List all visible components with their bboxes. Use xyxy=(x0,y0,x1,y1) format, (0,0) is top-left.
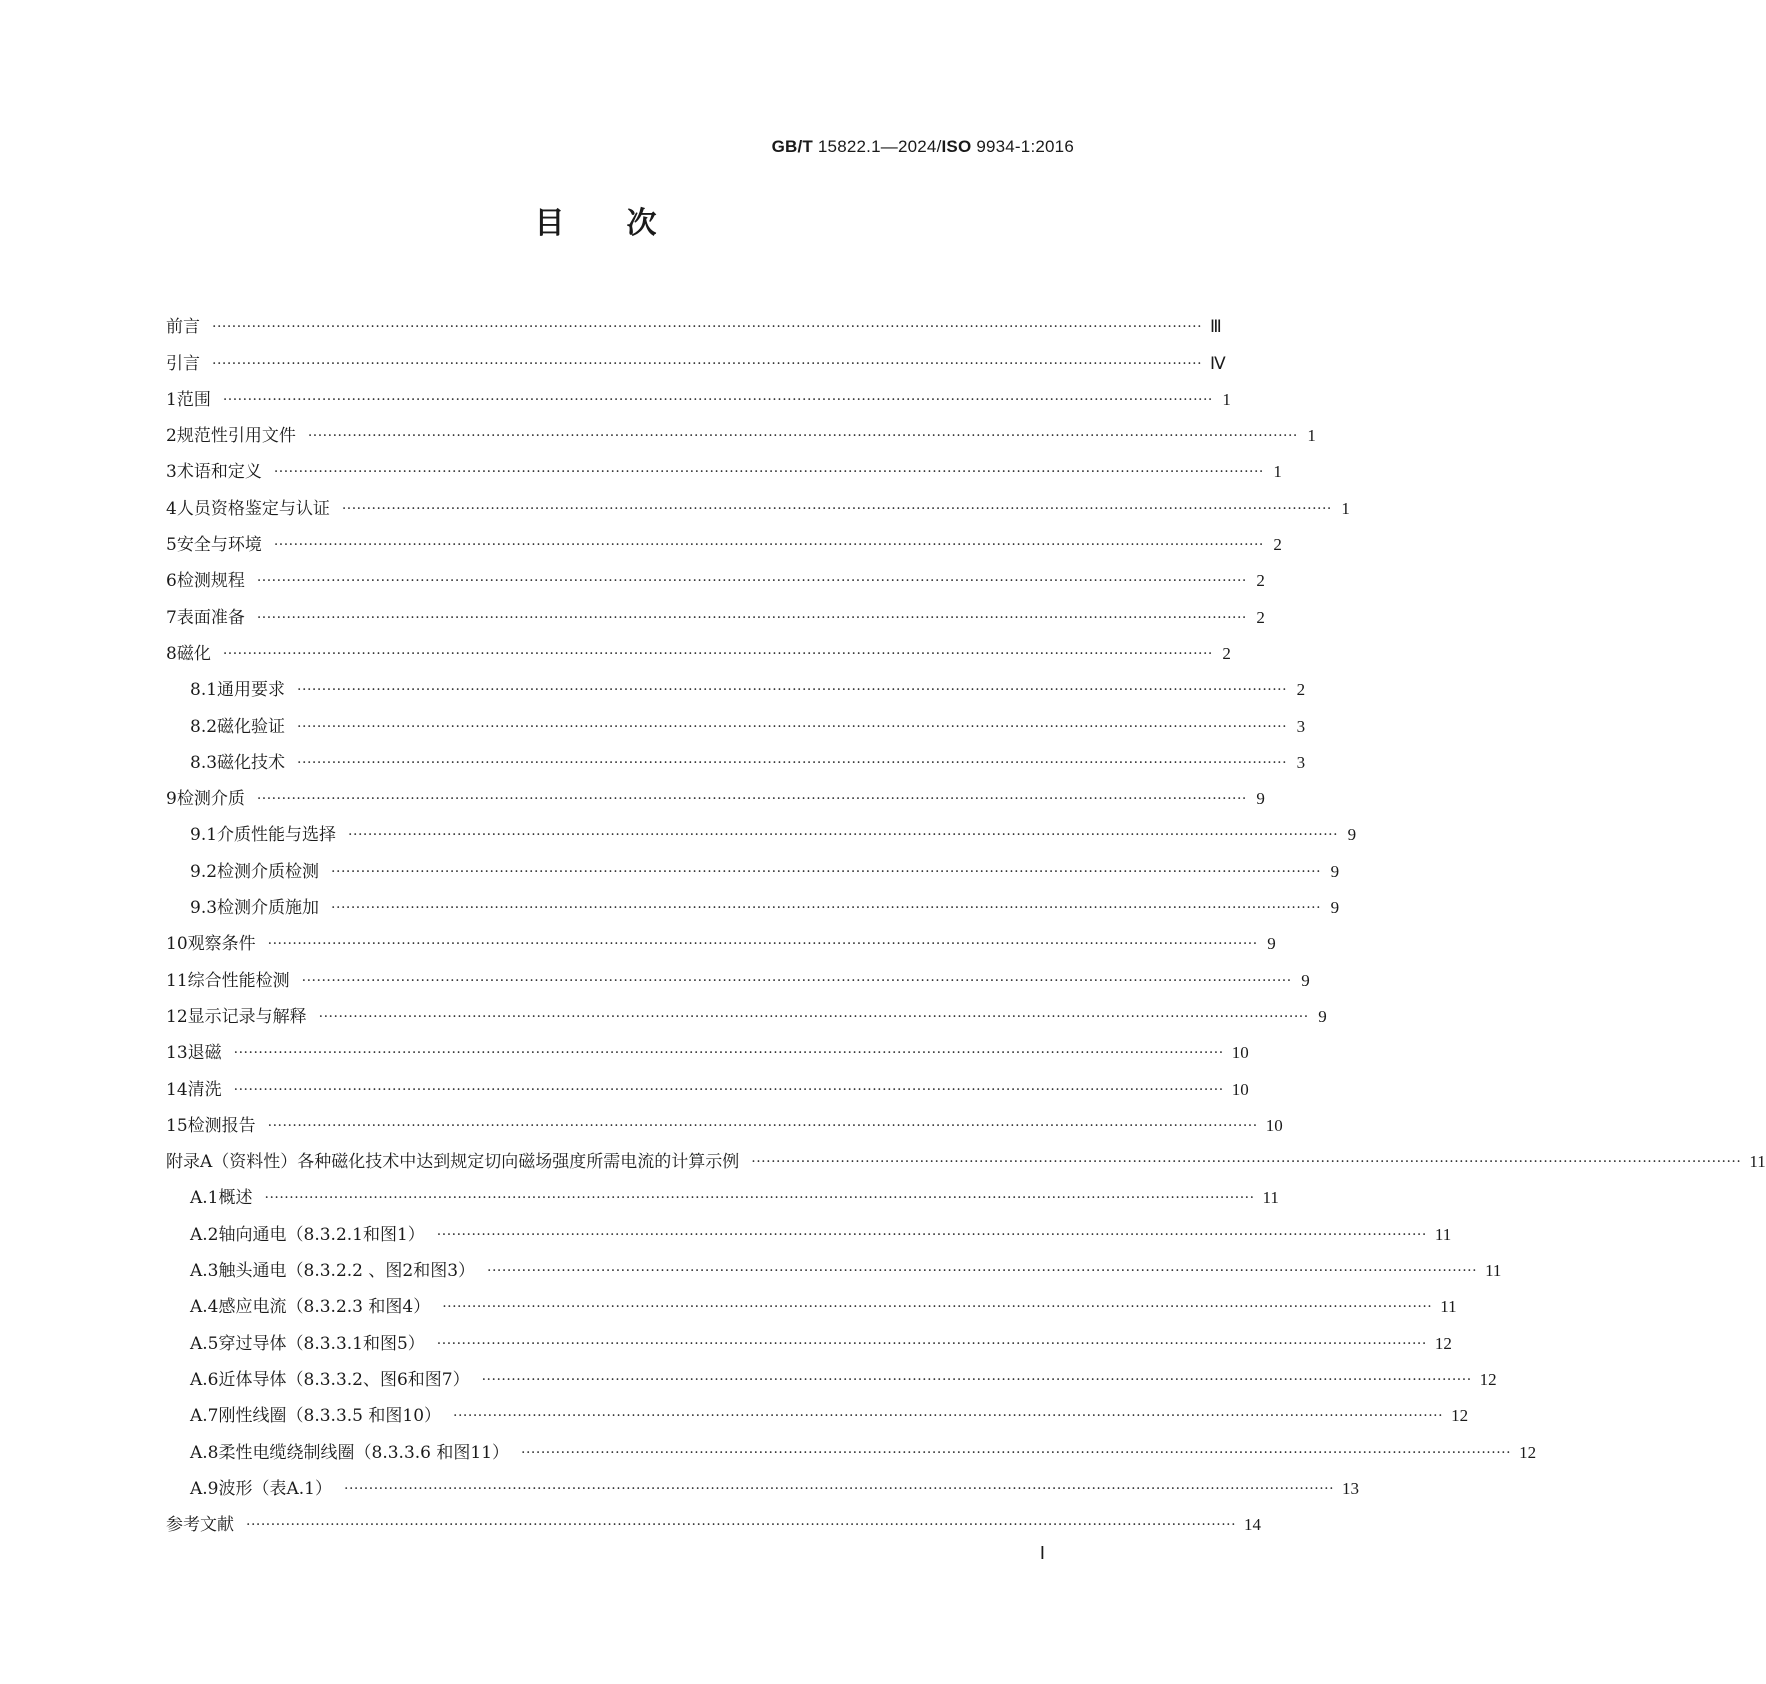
toc-entry-title: 检测介质施加 xyxy=(217,898,320,919)
toc-entry-number: 附录A（资料性） xyxy=(166,1152,298,1173)
std-number: 15822.1—2024/ xyxy=(812,137,942,156)
toc-entry-number: A.4 xyxy=(190,1297,219,1318)
toc-entry-page: 2 xyxy=(1256,607,1265,627)
toc-entry-page: 9 xyxy=(1347,825,1357,845)
toc-entry-number: 6 xyxy=(166,571,177,592)
toc-entry-number: A.3 xyxy=(190,1261,219,1282)
toc-entry[interactable] xyxy=(166,448,1282,484)
toc-entry-number: 11 xyxy=(166,970,188,991)
toc-entry-page: Ⅳ xyxy=(1210,353,1226,373)
toc-entry-page: 11 xyxy=(1434,1224,1452,1244)
toc-entry-page: 10 xyxy=(1231,1079,1249,1099)
dot-leader: ········································································································································································································ xyxy=(256,573,1247,590)
toc-entry-title: 参考文献 xyxy=(166,1515,234,1536)
dot-leader: ········································································································································································································ xyxy=(267,936,1258,953)
toc-entry-title: 波形（表A.1） xyxy=(218,1478,332,1499)
toc-entry[interactable] xyxy=(166,593,1265,629)
toc-entry-page: 9 xyxy=(1256,789,1265,809)
dot-leader: ········································································································································································································ xyxy=(246,1517,1237,1534)
toc-entry-page: 9 xyxy=(1301,970,1310,990)
toc-entry-title: 安全与环境 xyxy=(176,535,262,556)
toc-entry-title: 感应电流（8.3.2.3 和图4） xyxy=(218,1297,431,1318)
toc-entry-title: 综合性能检测 xyxy=(187,970,290,991)
toc-entry[interactable] xyxy=(166,1465,1360,1501)
toc-entry[interactable] xyxy=(166,1102,1283,1138)
toc-entry-number: 12 xyxy=(166,1006,188,1027)
dot-leader: ········································································································································································································ xyxy=(481,1371,1472,1388)
toc-entry-page: 3 xyxy=(1296,716,1306,736)
toc-entry[interactable] xyxy=(166,1501,1262,1537)
dot-leader: ········································································································································································································ xyxy=(267,1117,1258,1134)
toc-entry-title: 柔性电缆绕制线圈（8.3.3.6 和图11） xyxy=(218,1442,510,1463)
toc-entry[interactable] xyxy=(166,484,1350,520)
toc-entry-page: 2 xyxy=(1296,680,1306,700)
toc-entry-number: A.2 xyxy=(190,1224,219,1245)
toc-entry-number: 8.3 xyxy=(190,752,218,773)
toc-entry-page: 10 xyxy=(1231,1043,1249,1063)
toc-entry-page: 12 xyxy=(1451,1406,1469,1426)
toc-entry-number: 15 xyxy=(166,1115,188,1136)
toc-entry-number: 8 xyxy=(166,643,177,664)
toc-entry[interactable] xyxy=(166,1319,1452,1355)
dot-leader: ········································································································································································································ xyxy=(331,900,1322,917)
toc-entry-page: 11 xyxy=(1262,1188,1279,1208)
toc-entry-page: 12 xyxy=(1434,1333,1452,1353)
toc-entry-number: 7 xyxy=(166,607,177,628)
toc-entry-number: 9.3 xyxy=(190,898,218,919)
toc-entry[interactable] xyxy=(166,811,1357,847)
toc-entry-title: 穿过导体（8.3.3.1和图5） xyxy=(218,1333,425,1354)
dot-leader: ········································································································································································································ xyxy=(442,1299,1433,1316)
toc-entry-number: A.5 xyxy=(190,1333,219,1354)
toc-entry-title: 触头通电（8.3.2.2 、图2和图3） xyxy=(218,1261,476,1282)
toc-entry-page: 11 xyxy=(1749,1152,1766,1172)
dot-leader: ········································································································································································································ xyxy=(318,1008,1309,1025)
toc-entry-page: 10 xyxy=(1265,1115,1283,1135)
toc-entry-title: 各种磁化技术中达到规定切向磁场强度所需电流的计算示例 xyxy=(297,1152,740,1173)
toc-entry-page: 1 xyxy=(1341,498,1350,518)
toc-entry-title: 引言 xyxy=(166,353,200,374)
toc-entry-number: 9.1 xyxy=(190,825,218,846)
toc-entry[interactable] xyxy=(166,1210,1452,1246)
toc-entry[interactable] xyxy=(166,630,1231,666)
toc-entry[interactable] xyxy=(166,1174,1279,1210)
dot-leader: ········································································································································································································ xyxy=(751,1154,1742,1171)
dot-leader: ········································································································································································································ xyxy=(212,355,1203,372)
toc-entry[interactable] xyxy=(166,702,1306,738)
toc-entry[interactable] xyxy=(166,847,1340,883)
toc-entry-number: 9.2 xyxy=(190,861,218,882)
toc-entry-page: 9 xyxy=(1330,861,1340,881)
toc-entry-page: 9 xyxy=(1267,934,1276,954)
toc-entry-title: 退磁 xyxy=(187,1043,222,1064)
toc-entry-number: A.9 xyxy=(190,1478,219,1499)
dot-leader: ········································································································································································································ xyxy=(222,645,1213,662)
toc-entry-page: 9 xyxy=(1330,898,1340,918)
page-number: Ⅰ xyxy=(1039,1543,1045,1563)
toc-entry-page: 2 xyxy=(1273,535,1282,555)
toc-entry-title: 术语和定义 xyxy=(176,462,262,483)
dot-leader: ········································································································································································································ xyxy=(348,827,1339,844)
toc-entry[interactable] xyxy=(166,303,1222,339)
dot-leader: ········································································································································································································ xyxy=(487,1263,1478,1280)
dot-leader: ········································································································································································································ xyxy=(273,464,1264,481)
toc-entry-title: 介质性能与选择 xyxy=(217,825,337,846)
toc-entry-title: 人员资格鉴定与认证 xyxy=(176,498,330,519)
toc-entry[interactable] xyxy=(166,376,1231,412)
toc-entry-page: 11 xyxy=(1440,1297,1457,1317)
toc-entry-title: 轴向通电（8.3.2.1和图1） xyxy=(218,1224,425,1245)
toc-entry[interactable] xyxy=(166,666,1306,702)
toc-entry-title: 规范性引用文件 xyxy=(176,426,296,447)
dot-leader: ········································································································································································································ xyxy=(297,682,1288,699)
toc-entry[interactable] xyxy=(166,1356,1497,1392)
toc-entry-number: 14 xyxy=(166,1079,188,1100)
toc-entry-number: 8.2 xyxy=(190,716,218,737)
toc-entry[interactable] xyxy=(166,1029,1249,1065)
toc-entry-title: 观察条件 xyxy=(187,934,256,955)
toc-entry-number: 4 xyxy=(166,498,177,519)
toc-entry-page: 1 xyxy=(1273,462,1282,482)
toc-entry[interactable] xyxy=(166,521,1282,557)
toc-entry[interactable] xyxy=(166,1283,1457,1319)
toc-entry-page: 1 xyxy=(1307,426,1316,446)
toc-entry-page: 14 xyxy=(1244,1515,1262,1535)
dot-leader: ········································································································································································································ xyxy=(297,718,1288,735)
toc-entry-number: A.7 xyxy=(190,1406,219,1427)
toc-entry[interactable] xyxy=(166,1428,1537,1464)
table-of-contents xyxy=(166,303,1766,1537)
toc-entry[interactable] xyxy=(166,920,1276,956)
toc-entry[interactable] xyxy=(166,739,1306,775)
dot-leader: ········································································································································································································ xyxy=(256,791,1247,808)
dot-leader: ········································································································································································································ xyxy=(212,319,1203,336)
toc-entry-number: 2 xyxy=(166,426,177,447)
toc-entry-title: 前言 xyxy=(166,317,200,338)
toc-entry[interactable] xyxy=(166,339,1226,375)
toc-entry[interactable] xyxy=(166,1392,1469,1428)
toc-entry-title: 显示记录与解释 xyxy=(187,1006,307,1027)
toc-entry-title: 范围 xyxy=(176,389,211,410)
toc-entry[interactable] xyxy=(166,775,1265,811)
toc-entry-title: 磁化验证 xyxy=(217,716,286,737)
toc-entry-page: 1 xyxy=(1222,389,1231,409)
toc-entry-title: 通用要求 xyxy=(217,680,286,701)
toc-entry-title: 刚性线圈（8.3.3.5 和图10） xyxy=(218,1406,442,1427)
dot-leader: ········································································································································································································ xyxy=(222,391,1213,408)
toc-entry-number: 3 xyxy=(166,462,177,483)
toc-entry-number: 9 xyxy=(166,789,177,810)
toc-entry-title: 检测规程 xyxy=(176,571,245,592)
toc-entry-page: 2 xyxy=(1256,571,1265,591)
toc-entry[interactable] xyxy=(166,1247,1502,1283)
toc-entry-page: 12 xyxy=(1519,1442,1537,1462)
toc-entry[interactable] xyxy=(166,1138,1766,1174)
toc-entry-page: 13 xyxy=(1342,1478,1360,1498)
toc-entry[interactable] xyxy=(166,993,1327,1029)
standard-code xyxy=(772,137,1074,157)
toc-entry[interactable] xyxy=(166,557,1265,593)
toc-entry-page: Ⅲ xyxy=(1210,317,1222,337)
toc-entry-number: 8.1 xyxy=(190,680,218,701)
page-title xyxy=(0,198,1191,242)
dot-leader: ········································································································································································································ xyxy=(297,754,1288,771)
title-char-2: 次 xyxy=(626,206,657,241)
toc-entry[interactable] xyxy=(166,1065,1249,1101)
toc-entry-title: 检测介质检测 xyxy=(217,861,320,882)
toc-entry-page: 12 xyxy=(1479,1369,1497,1389)
dot-leader: ········································································································································································································ xyxy=(233,1045,1224,1062)
dot-leader: ········································································································································································································ xyxy=(273,537,1264,554)
toc-entry[interactable] xyxy=(166,956,1310,992)
toc-entry-number: 13 xyxy=(166,1043,188,1064)
toc-entry-title: 概述 xyxy=(218,1188,253,1209)
dot-leader: ········································································································································································································ xyxy=(453,1408,1444,1425)
dot-leader: ········································································································································································································ xyxy=(264,1190,1255,1207)
toc-entry-title: 近体导体（8.3.3.2、图6和图7） xyxy=(218,1369,470,1390)
dot-leader: ········································································································································································································ xyxy=(331,863,1322,880)
dot-leader: ········································································································································································································ xyxy=(436,1335,1427,1352)
toc-entry-number: A.6 xyxy=(190,1369,219,1390)
dot-leader: ········································································································································································································ xyxy=(436,1226,1427,1243)
dot-leader: ········································································································································································································ xyxy=(307,428,1298,445)
dot-leader: ········································································································································································································ xyxy=(341,500,1332,517)
std-prefix: GB/T xyxy=(771,137,813,156)
iso-number: 9934-1:2016 xyxy=(971,137,1074,156)
toc-entry-number: 1 xyxy=(166,389,177,410)
dot-leader: ········································································································································································································ xyxy=(344,1480,1335,1497)
toc-entry-page: 3 xyxy=(1296,752,1306,772)
toc-entry-title: 检测报告 xyxy=(187,1115,256,1136)
dot-leader: ········································································································································································································ xyxy=(256,609,1247,626)
toc-entry-page: 2 xyxy=(1222,643,1231,663)
toc-entry-page: 9 xyxy=(1318,1006,1327,1026)
toc-entry-number: 10 xyxy=(166,934,188,955)
toc-entry-title: 磁化技术 xyxy=(217,752,286,773)
toc-entry-title: 清洗 xyxy=(187,1079,222,1100)
iso-prefix: ISO xyxy=(941,137,972,156)
toc-entry[interactable] xyxy=(166,884,1340,920)
toc-entry-number: A.8 xyxy=(190,1442,219,1463)
dot-leader: ········································································································································································································ xyxy=(521,1444,1512,1461)
toc-entry[interactable] xyxy=(166,412,1316,448)
dot-leader: ········································································································································································································ xyxy=(233,1081,1224,1098)
title-char-1: 目 xyxy=(534,206,565,241)
toc-entry-title: 表面准备 xyxy=(176,607,245,628)
toc-entry-title: 检测介质 xyxy=(176,789,245,810)
toc-entry-number: 5 xyxy=(166,535,177,556)
dot-leader: ········································································································································································································ xyxy=(301,972,1292,989)
toc-entry-title: 磁化 xyxy=(176,643,211,664)
toc-entry-number: A.1 xyxy=(190,1188,219,1209)
toc-entry-page: 11 xyxy=(1485,1261,1502,1281)
